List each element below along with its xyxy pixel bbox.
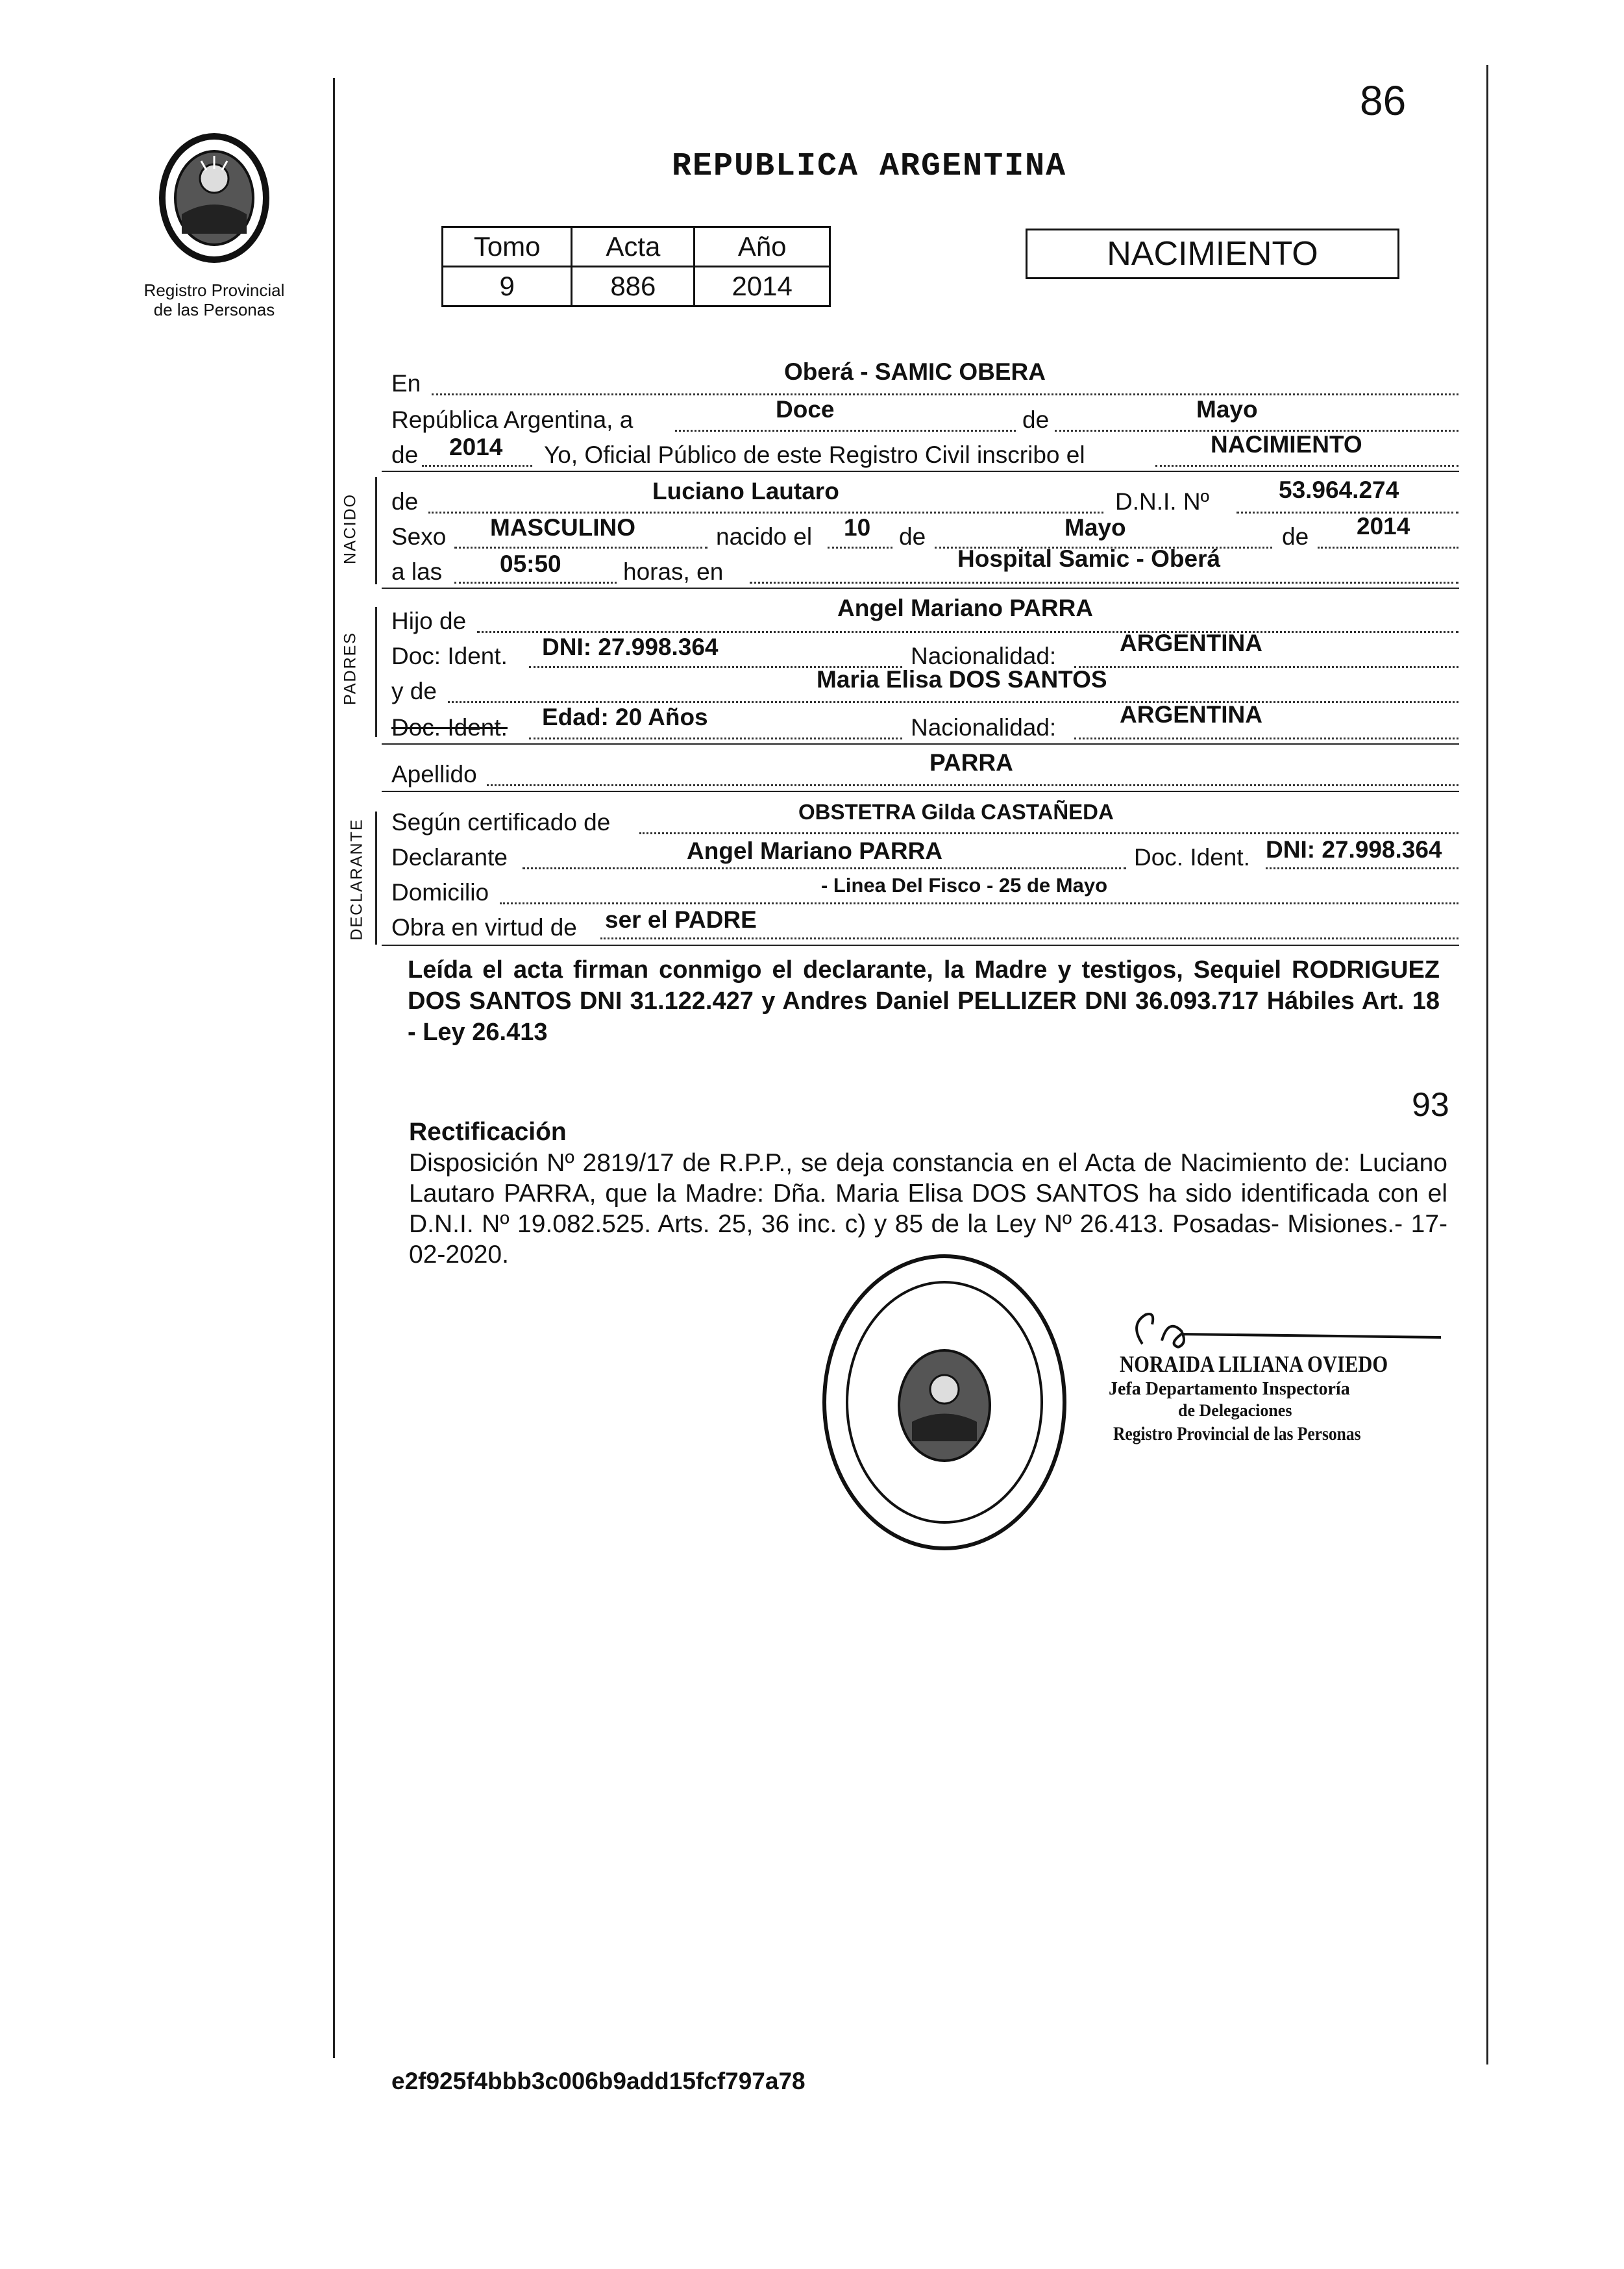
mes-value: Mayo	[1196, 396, 1258, 423]
en-label: En	[391, 370, 421, 397]
registry-table	[441, 226, 831, 307]
registry-table-value-row	[443, 267, 830, 306]
de-label-4: de	[1282, 523, 1309, 550]
padre-doc-value: DNI: 27.998.364	[542, 634, 719, 660]
declarante-value: Angel Mariano PARRA	[687, 837, 943, 864]
sexo-label: Sexo	[391, 523, 447, 550]
declarante-doc-dots	[1266, 867, 1458, 869]
table-value-anio: 2014	[695, 267, 830, 306]
obra-dots	[600, 937, 1458, 939]
nombre-value: Luciano Lautaro	[652, 478, 839, 504]
registry-table-header-row	[443, 227, 830, 267]
table-header-tomo: Tomo	[443, 227, 572, 267]
nacido-anio-value: 2014	[1357, 513, 1410, 539]
divider-5	[382, 945, 1459, 946]
signer-title-3: Registro Provincial de las Personas	[1113, 1423, 1361, 1444]
declarante-dots	[523, 867, 1126, 869]
padres-bracket	[375, 607, 377, 737]
horas-label: horas, en	[623, 558, 724, 585]
official-stamp	[815, 1246, 1074, 1558]
left-margin-line	[333, 78, 335, 2058]
inscribo-value: NACIMIENTO	[1211, 431, 1362, 458]
signer-title-2: de Delegaciones	[1178, 1401, 1292, 1420]
anio-dots	[422, 465, 532, 467]
annotation-number: 93	[1412, 1086, 1449, 1124]
declarante-bracket	[375, 812, 377, 945]
madre-doc-dots	[529, 738, 902, 739]
republica-label: República Argentina, a	[391, 406, 634, 433]
sexo-dots	[454, 547, 707, 549]
madre-dots	[448, 701, 1458, 703]
side-label-padres: PADRES	[341, 632, 360, 705]
madre-nac-dots	[1074, 738, 1458, 739]
en-value: Oberá - SAMIC OBERA	[784, 358, 1046, 385]
document-hash: e2f925f4bbb3c006b9add15fcf797a78	[391, 2068, 806, 2094]
divider-4	[382, 791, 1459, 792]
alas-label: a las	[391, 558, 443, 585]
table-value-tomo: 9	[443, 267, 572, 306]
nacido-label: nacido el	[716, 523, 813, 550]
dia-dots	[675, 430, 1016, 432]
oficial-label: Yo, Oficial Público de este Registro Civil inscribo el	[544, 441, 1085, 468]
apellido-dots	[487, 784, 1458, 786]
sexo-value: MASCULINO	[490, 514, 636, 541]
page-number: 86	[1360, 77, 1407, 124]
obra-value: ser el PADRE	[605, 906, 757, 933]
right-margin-line	[1486, 65, 1488, 2064]
hora-value: 05:50	[500, 551, 561, 577]
obra-label: Obra en virtud de	[391, 914, 577, 941]
domicilio-label: Domicilio	[391, 879, 489, 906]
province-emblem	[149, 130, 279, 273]
apellido-label: Apellido	[391, 761, 477, 787]
de-label-3: de	[899, 523, 926, 550]
nacido-anio-dots	[1318, 547, 1458, 549]
domicilio-value: - Linea Del Fisco - 25 de Mayo	[821, 874, 1108, 897]
country-title: REPUBLICA ARGENTINA	[672, 148, 1067, 185]
table-header-anio: Año	[695, 227, 830, 267]
segun-dots	[639, 832, 1458, 834]
divider-1	[382, 471, 1459, 472]
registry-name	[120, 280, 308, 319]
apellido-value: PARRA	[929, 749, 1013, 776]
signer-title-1: Jefa Departamento Inspectoría	[1109, 1379, 1350, 1399]
de-nombre-label: de	[391, 488, 419, 515]
yde-label: y de	[391, 678, 437, 704]
declarante-label: Declarante	[391, 844, 508, 871]
dni-dots	[1236, 512, 1458, 514]
segun-label: Según certificado de	[391, 809, 611, 836]
nombre-dots	[428, 512, 1103, 514]
divider-2	[382, 588, 1459, 589]
nacido-dia-dots	[828, 547, 892, 549]
madre-value: Maria Elisa DOS SANTOS	[817, 666, 1107, 693]
closing-paragraph: Leída el acta firman conmigo el declarante, la Madre y testigos, Sequiel RODRIGUEZ DOS SANTOS DNI 31.122.427 y Andres Daniel PELLIZER DNI 36.093.717 Hábiles Art. 18 - Ley 26.413	[408, 956, 1440, 1046]
doc-label: Doc: Ident.	[391, 643, 508, 669]
anio-value: 2014	[449, 434, 503, 460]
nac-label: Nacionalidad:	[911, 643, 1057, 669]
de-label-1: de	[1022, 406, 1050, 433]
domicilio-dots	[500, 902, 1458, 904]
nacido-dia-value: 10	[844, 514, 871, 541]
rectificacion-title: Rectificación	[409, 1118, 567, 1146]
madre-nac-value: ARGENTINA	[1120, 701, 1262, 728]
padre-value: Angel Mariano PARRA	[837, 595, 1094, 621]
nac-label-2: Nacionalidad:	[911, 714, 1057, 741]
doc-label-3: Doc. Ident.	[1134, 844, 1250, 871]
doc-label-2: Doc. Ident.	[391, 714, 508, 741]
padre-dots	[477, 631, 1458, 633]
table-header-acta: Acta	[572, 227, 695, 267]
lugar-dots	[750, 582, 1458, 584]
segun-value: OBSTETRA Gilda CASTAÑEDA	[798, 800, 1114, 824]
registry-name-line2: de las Personas	[153, 300, 275, 319]
act-type-box: NACIMIENTO	[1026, 229, 1399, 279]
declarante-doc-value: DNI: 27.998.364	[1266, 836, 1442, 863]
rectificacion-body: Disposición Nº 2819/17 de R.P.P., se deja constancia en el Acta de Nacimiento de: Luciano Lautaro PARRA, que la Madre: Dña. Maria Elisa DOS SANTOS ha sido identificada con el D.N.I. Nº 19.082.525. Arts. 25, 36 inc. c) y 85 de la Ley Nº 26.413. Posadas- Misiones.- 17-02-2020.	[409, 1149, 1447, 1269]
dni-label: D.N.I. Nº	[1115, 488, 1210, 515]
side-label-nacido: NACIDO	[341, 493, 360, 565]
nacido-mes-value: Mayo	[1064, 514, 1126, 541]
inscribo-dots	[1155, 465, 1458, 467]
lugar-value: Hospital Samic - Oberá	[957, 545, 1221, 572]
signer-name: NORAIDA LILIANA OVIEDO	[1120, 1351, 1388, 1377]
divider-3	[382, 743, 1459, 745]
padre-nac-value: ARGENTINA	[1120, 630, 1262, 656]
hora-dots	[454, 582, 617, 584]
hijo-label: Hijo de	[391, 608, 467, 634]
madre-doc-value: Edad: 20 Años	[542, 704, 708, 730]
side-label-declarante: DECLARANTE	[347, 818, 366, 941]
registry-name-line1: Registro Provincial	[143, 280, 285, 300]
table-value-acta: 886	[572, 267, 695, 306]
nacido-bracket	[375, 477, 377, 584]
dia-value: Doce	[776, 396, 835, 423]
de-label-2: de	[391, 441, 419, 468]
en-dots	[432, 393, 1458, 395]
dni-value: 53.964.274	[1279, 477, 1399, 503]
padre-nac-dots	[1074, 666, 1458, 668]
